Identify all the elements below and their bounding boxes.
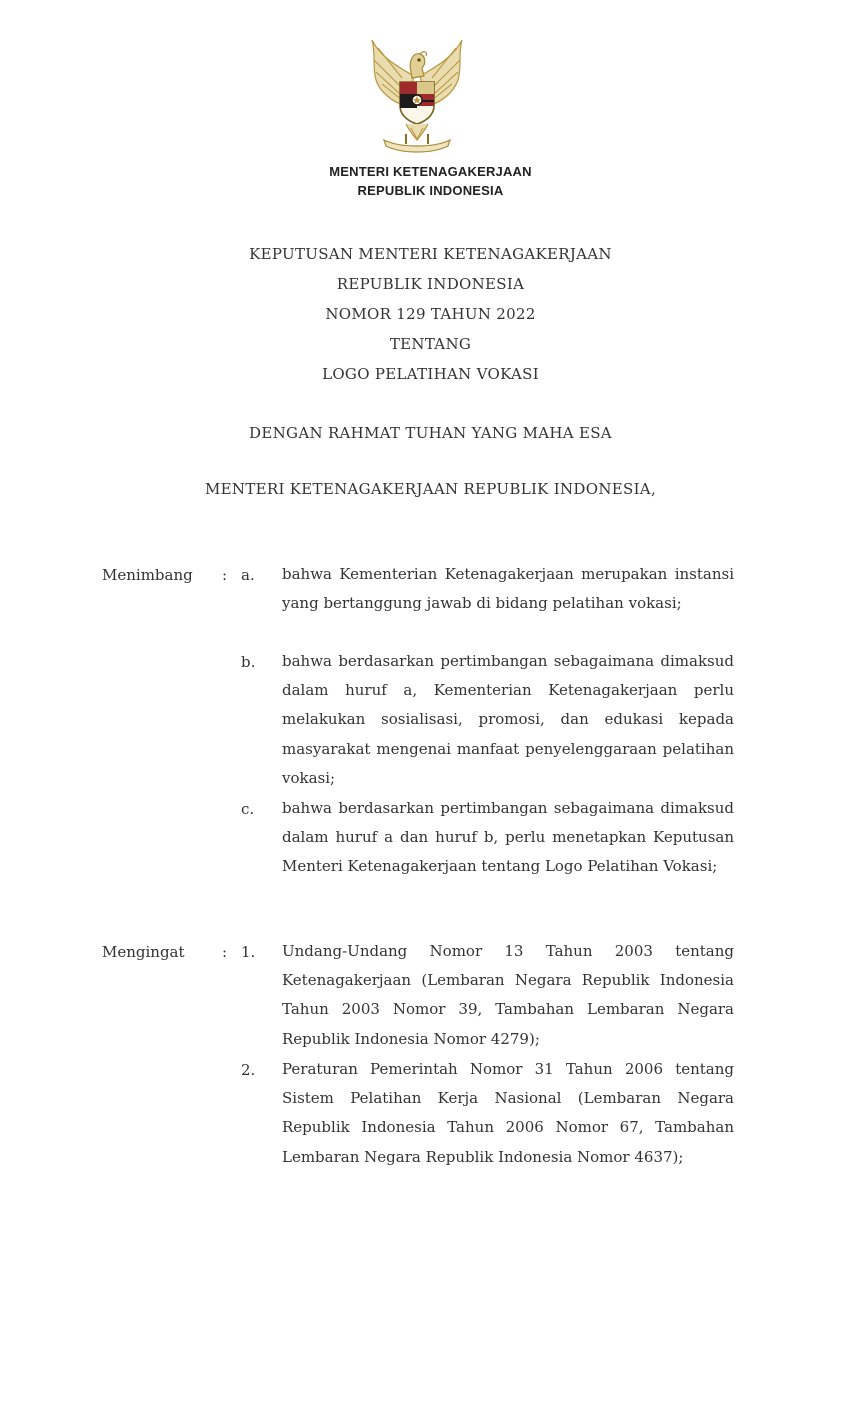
menimbang-marker-a: a.: [241, 566, 255, 584]
mengingat-marker-1: 1.: [241, 943, 256, 961]
mengingat-colon: :: [222, 943, 228, 961]
decree-number: NOMOR 129 TAHUN 2022: [325, 305, 536, 323]
mengingat-marker-2: 2.: [241, 1061, 256, 1079]
decree-about: TENTANG: [389, 335, 472, 353]
invocation: DENGAN RAHMAT TUHAN YANG MAHA ESA: [249, 424, 612, 442]
decree-subject: LOGO PELATIHAN VOKASI: [322, 365, 539, 383]
menimbang-item-b: bahwa berdasarkan pertimbangan sebagaimana dimaksud dalam huruf a, Kementerian Ketenagakerjaan perlu melakukan sosialisasi, promosi, dan edukasi kepada masyarakat mengenai manfaat penyelenggaraan pelatihan vokasi;: [282, 652, 734, 787]
menimbang-marker-c: c.: [241, 800, 255, 818]
decree-country: REPUBLIK INDONESIA: [336, 275, 525, 293]
menimbang-marker-b: b.: [241, 653, 256, 671]
garuda-emblem-icon: [366, 36, 468, 154]
menimbang-item-c: bahwa berdasarkan pertimbangan sebagaimana dimaksud dalam huruf a dan huruf b, perlu menetapkan Keputusan Menteri Ketenagakerjaan tentang Logo Pelatihan Vokasi;: [282, 799, 734, 876]
menimbang-label: Menimbang: [102, 566, 193, 584]
minister-line: MENTERI KETENAGAKERJAAN REPUBLIK INDONESIA,: [204, 480, 657, 498]
mengingat-item-2: Peraturan Pemerintah Nomor 31 Tahun 2006 tentang Sistem Pelatihan Kerja Nasional (Lembaran Negara Republik Indonesia Tahun 2006 Nomor 67, Tambahan Lembaran Negara Republik Indonesia Nomor 4637);: [282, 1060, 734, 1166]
mengingat-item-1: Undang-Undang Nomor 13 Tahun 2003 tentang Ketenagakerjaan (Lembaran Negara Republik Indonesia Tahun 2003 Nomor 39, Tambahan Lembaran Negara Republik Indonesia Nomor 4279);: [282, 942, 734, 1048]
decree-title: KEPUTUSAN MENTERI KETENAGAKERJAAN: [249, 245, 612, 263]
menimbang-colon: :: [222, 566, 228, 584]
issuer-country: REPUBLIK INDONESIA: [357, 183, 504, 198]
mengingat-label: Mengingat: [102, 943, 185, 961]
menimbang-item-a: bahwa Kementerian Ketenagakerjaan merupakan instansi yang bertanggung jawab di bidang pelatihan vokasi;: [282, 565, 734, 613]
issuer-name: MENTERI KETENAGAKERJAAN: [329, 164, 532, 179]
